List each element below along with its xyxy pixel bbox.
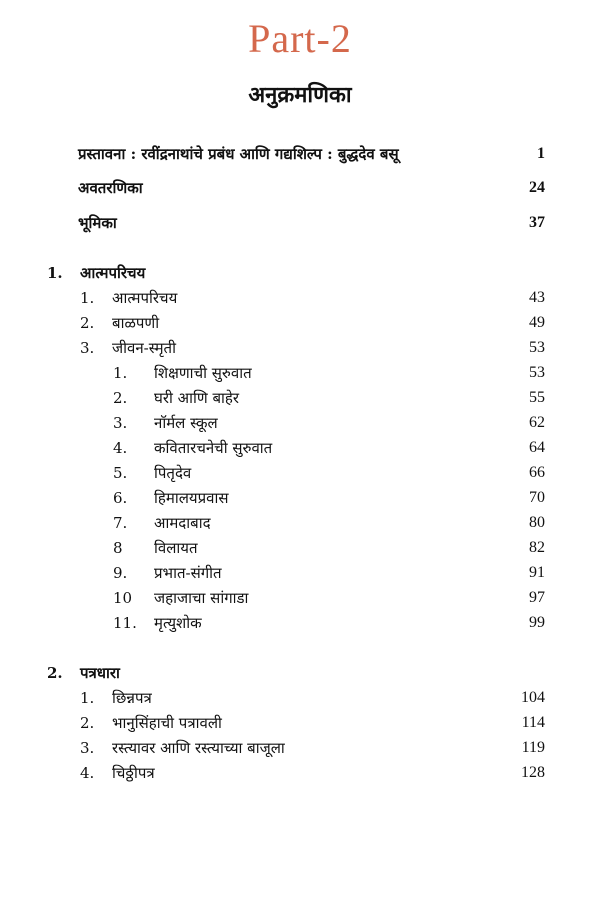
entry-title: छिन्नपत्र [112, 689, 152, 707]
entry-page: 1 [537, 145, 545, 162]
toc-subentry [0, 437, 600, 459]
entry-number: 2. [80, 314, 95, 332]
toc-subentry [0, 487, 600, 509]
entry-number: 2. [80, 714, 95, 732]
section-number: 1. [47, 264, 63, 282]
entry-title: मृत्युशोक [154, 614, 202, 632]
entry-number: 4. [113, 439, 128, 457]
entry-title: बाळपणी [112, 314, 160, 332]
entry-page: 24 [529, 179, 545, 196]
entry-title: नॉर्मल स्कूल [154, 414, 218, 432]
entry-title: घरी आणि बाहेर [154, 389, 240, 407]
toc-subentry [0, 462, 600, 484]
entry-number: 8 [113, 539, 123, 557]
toc-entry [0, 762, 600, 784]
entry-title: प्रस्तावना : रवींद्रनाथांचे प्रबंध आणि गद्यशिल्प : बुद्धदेव बसू [78, 145, 399, 163]
entry-title: शिक्षणाची सुरुवात [154, 364, 252, 382]
entry-page: 70 [529, 489, 545, 506]
section-title: आत्मपरिचय [80, 264, 146, 282]
entry-number: 6. [113, 489, 128, 507]
entry-number: 1. [80, 289, 95, 307]
entry-page: 80 [529, 514, 545, 531]
entry-page: 66 [529, 464, 545, 481]
entry-number: 1. [80, 689, 95, 707]
toc-entry [0, 337, 600, 359]
toc-entry [0, 737, 600, 759]
part-title: Part-2 [248, 16, 352, 61]
entry-page: 99 [529, 614, 545, 631]
entry-page: 114 [521, 714, 545, 731]
toc-entry [0, 287, 600, 309]
toc-entry [0, 312, 600, 334]
entry-title: जहाजाचा सांगाडा [154, 589, 249, 607]
entry-title: अवतरणिका [78, 179, 143, 197]
toc-subentry [0, 512, 600, 534]
toc-subentry [0, 562, 600, 584]
entry-number: 4. [80, 764, 95, 782]
entry-page: 128 [521, 764, 545, 781]
entry-title: प्रभात-संगीत [154, 564, 222, 582]
entry-number: 9. [113, 564, 128, 582]
entry-number: 1. [113, 364, 128, 382]
entry-title: जीवन-स्मृती [112, 339, 176, 357]
entry-title: आमदाबाद [154, 514, 211, 532]
toc-subentry [0, 412, 600, 434]
entry-title: हिमालयप्रवास [154, 489, 229, 507]
entry-page: 37 [529, 214, 545, 231]
entry-page: 91 [529, 564, 545, 581]
toc-entry-introduction [0, 177, 600, 199]
entry-page: 64 [529, 439, 545, 456]
entry-title: रस्त्यावर आणि रस्त्याच्या बाजूला [112, 739, 285, 757]
toc-subentry [0, 362, 600, 384]
entry-page: 43 [529, 289, 545, 306]
entry-title: भूमिका [78, 214, 117, 232]
entry-page: 53 [529, 364, 545, 381]
section-number: 2. [47, 664, 63, 682]
entry-number: 5. [113, 464, 128, 482]
toc-entry [0, 687, 600, 709]
toc-entry-preface [0, 143, 600, 165]
toc-entry [0, 712, 600, 734]
entry-page: 55 [529, 389, 545, 406]
entry-number: 2. [113, 389, 128, 407]
toc-heading: अनुक्रमणिका [248, 82, 352, 108]
toc-entry-foreword [0, 212, 600, 234]
entry-title: विलायत [154, 539, 198, 557]
entry-number: 10 [113, 589, 133, 607]
entry-page: 53 [529, 339, 545, 356]
entry-page: 119 [521, 739, 545, 756]
entry-number: 3. [113, 414, 128, 432]
entry-page: 104 [521, 689, 545, 706]
entry-title: कवितारचनेची सुरुवात [154, 439, 273, 457]
toc-subentry [0, 587, 600, 609]
section-title: पत्रधारा [80, 664, 120, 682]
toc-subentry [0, 387, 600, 409]
entry-number: 11. [113, 614, 137, 632]
entry-number: 3. [80, 739, 95, 757]
entry-number: 7. [113, 514, 128, 532]
entry-title: पितृदेव [154, 464, 192, 482]
section-heading [0, 262, 600, 284]
entry-title: आत्मपरिचय [112, 289, 178, 307]
entry-page: 49 [529, 314, 545, 331]
entry-title: भानुसिंहाची पत्रावली [112, 714, 222, 732]
entry-page: 62 [529, 414, 545, 431]
entry-page: 97 [529, 589, 545, 606]
section-heading [0, 662, 600, 684]
toc-subentry [0, 612, 600, 634]
entry-title: चिठ्ठीपत्र [112, 764, 155, 782]
entry-page: 82 [529, 539, 545, 556]
toc-subentry [0, 537, 600, 559]
entry-number: 3. [80, 339, 95, 357]
